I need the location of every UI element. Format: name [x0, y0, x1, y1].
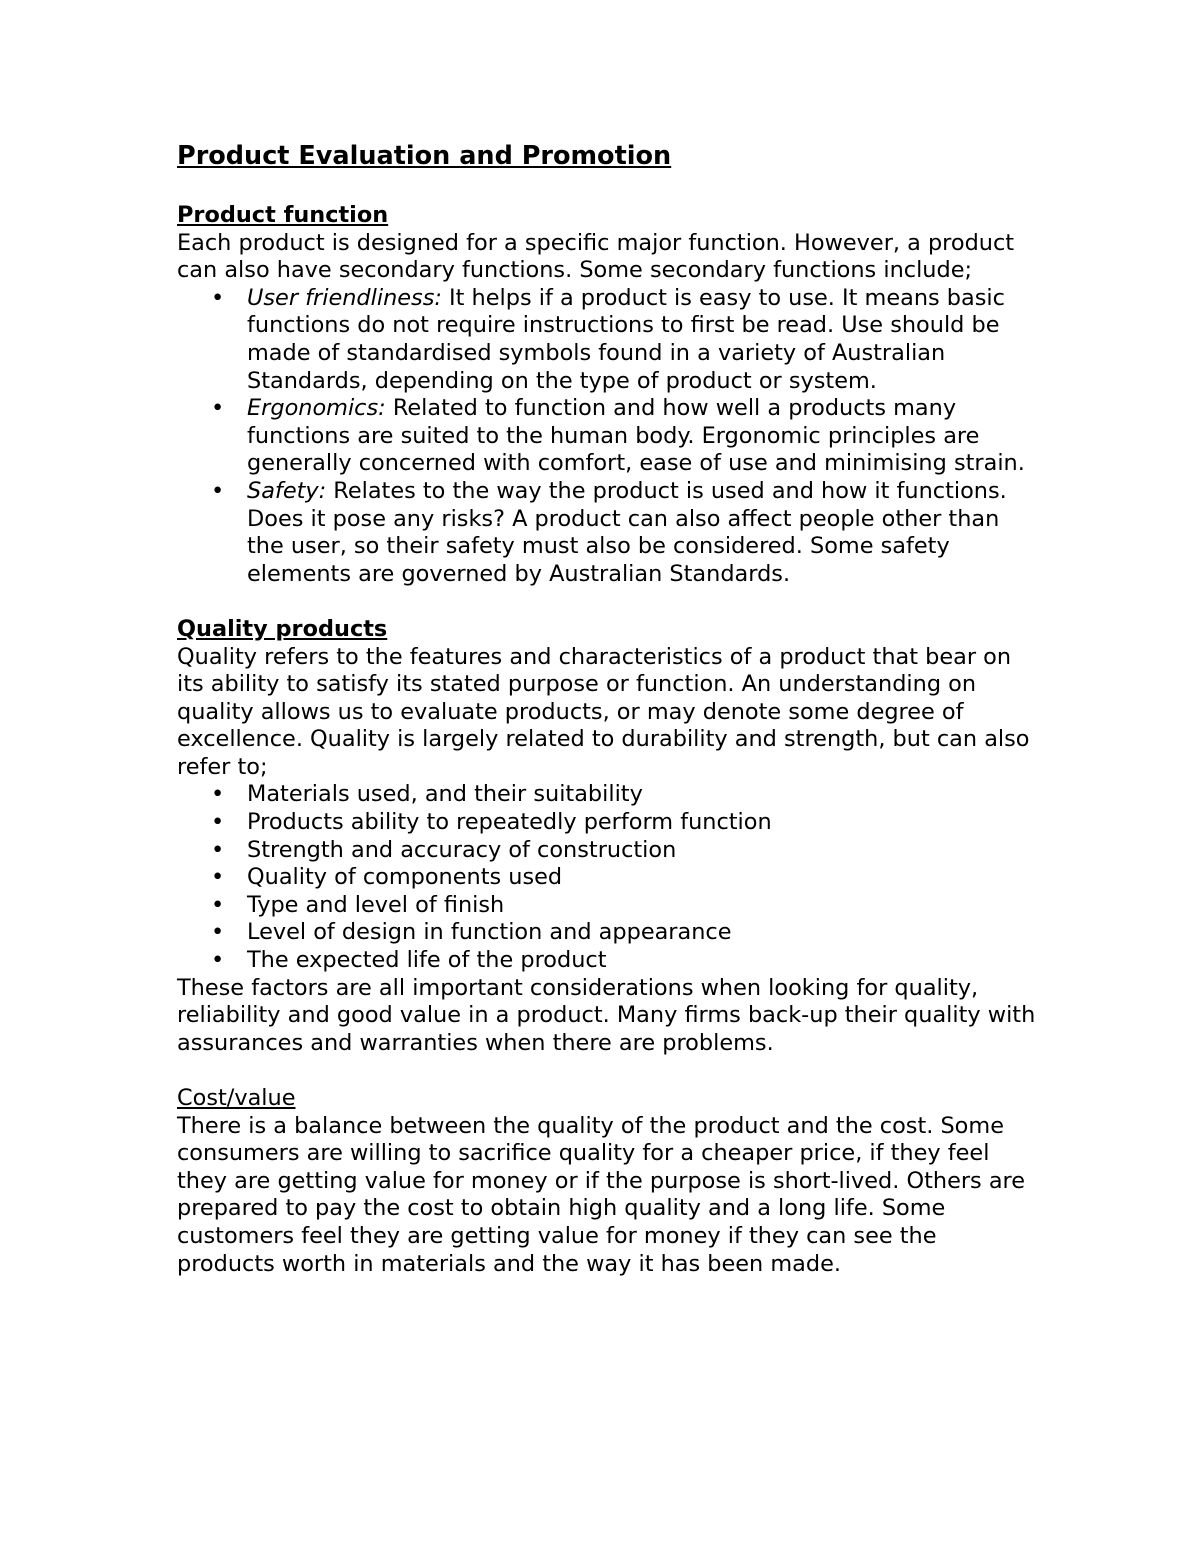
secondary-functions-list — [177, 285, 1037, 589]
list-item-term: User friendliness: — [247, 284, 442, 311]
section-body: There is a balance between the quality of the product and the cost. Some consumers are willing to sacrifice quality for a cheaper price, if they feel they are getting value for money or if the purpose is short-lived. Others are prepared to pay the cost to obtain high quality and a long life. Some customers feel they are getting value for money if they can see the products worth in materials and the way it has been made. — [177, 1112, 1026, 1277]
quality-factors-list — [177, 781, 1037, 974]
list-item-text: Related to function and how well a products many functions are suited to the human body. Ergonomic principles are generally concerned with comfort, ease of use and minimising strain. — [247, 395, 1025, 477]
bullet-icon: • — [211, 836, 225, 863]
list-item-text: Relates to the way the product is used and how it functions. Does it pose any risks? A product can also affect people other than the user, so their safety must also be considered. Some safety elements are governed by Australian Standards. — [247, 477, 1007, 587]
list-item — [211, 809, 1037, 837]
bullet-icon: • — [211, 947, 225, 974]
section-heading: Quality products — [177, 615, 388, 642]
section-intro: Each product is designed for a specific major function. However, a product can also have secondary functions. Some secondary functions include; — [177, 229, 1015, 284]
document-page — [177, 140, 1037, 1278]
list-item — [211, 781, 1037, 809]
section-heading: Cost/value — [177, 1085, 296, 1111]
paragraph-spacer — [177, 1057, 1037, 1085]
section-product-function — [177, 202, 1037, 588]
list-item-term: Ergonomics: — [247, 395, 386, 422]
list-item — [211, 395, 1037, 478]
bullet-icon: • — [211, 891, 225, 918]
bullet-icon: • — [211, 284, 225, 311]
section-quality-products — [177, 616, 1037, 1058]
list-item-text: Strength and accuracy of construction — [247, 836, 677, 863]
bullet-icon: • — [211, 809, 225, 836]
section-heading: Product function — [177, 202, 389, 228]
section-outro: These factors are all important considerations when looking for quality, reliability and good value in a product. Many firms back-up their quality with assurances and warranties when there are problems. — [177, 974, 1036, 1056]
list-item — [211, 919, 1037, 947]
list-item — [211, 836, 1037, 865]
bullet-icon: • — [211, 864, 225, 891]
bullet-icon: • — [211, 477, 225, 504]
list-item-text: Products ability to repeatedly perform function — [247, 809, 772, 836]
section-intro: Quality refers to the features and characteristics of a product that bear on its ability to satisfy its stated purpose or function. An understanding on quality allows us to evaluate products, or may denote some degree of excellence. Quality is largely related to durability and strength, but can also refer to; — [177, 643, 1030, 780]
list-item — [211, 864, 1037, 892]
list-item — [211, 284, 1037, 395]
list-item-text: Type and level of finish — [247, 891, 505, 918]
paragraph-spacer — [177, 588, 1037, 616]
bullet-icon: • — [211, 919, 225, 946]
bullet-icon: • — [211, 781, 225, 808]
list-item-text: Level of design in function and appearance — [247, 919, 732, 946]
list-item-text: It helps if a product is easy to use. It means basic functions do not require instructions to first be read. Use should be made of standardised symbols found in a variety of Australian Standards, depending on the type of product or system. — [247, 284, 1005, 394]
section-cost-value — [177, 1085, 1037, 1278]
list-item-term: Safety: — [247, 477, 327, 504]
list-item — [211, 477, 1037, 588]
list-item-text: The expected life of the product — [247, 947, 607, 974]
list-item — [211, 891, 1037, 920]
bullet-icon: • — [211, 395, 225, 422]
list-item-text: Quality of components used — [247, 864, 563, 891]
document-title: Product Evaluation and Promotion — [177, 141, 672, 171]
list-item-text: Materials used, and their suitability — [247, 781, 643, 808]
list-item — [211, 947, 1037, 975]
